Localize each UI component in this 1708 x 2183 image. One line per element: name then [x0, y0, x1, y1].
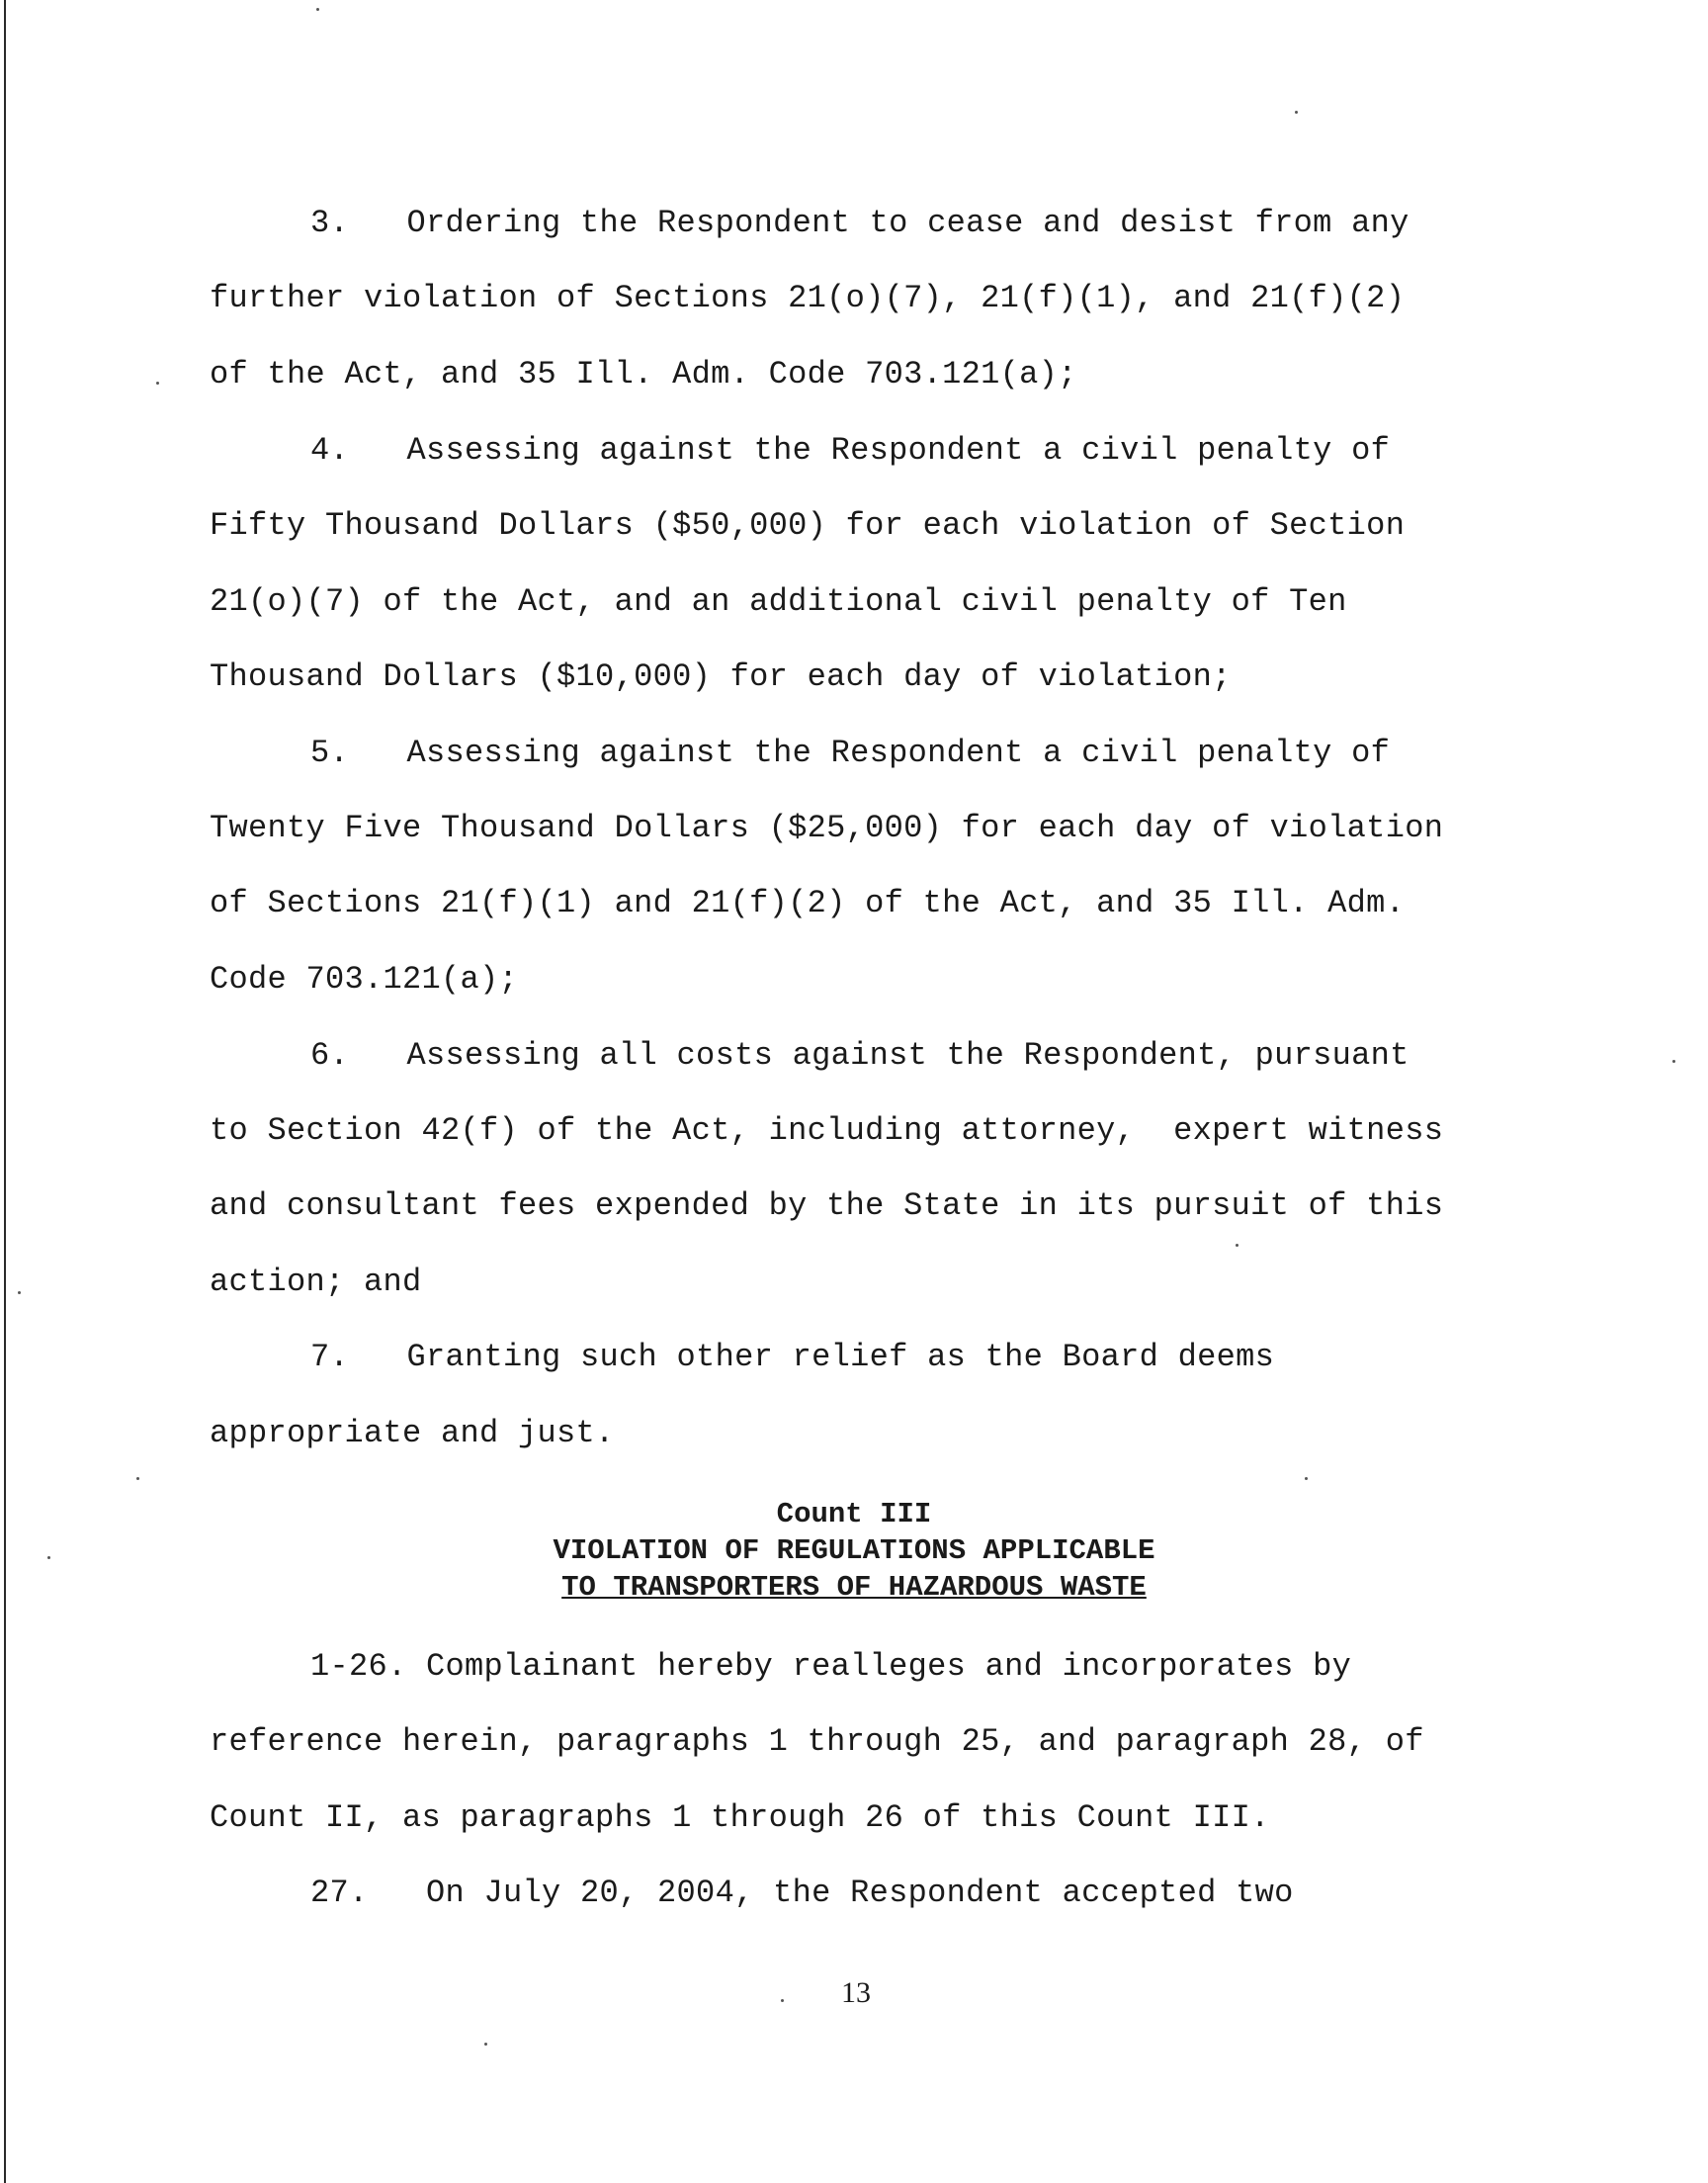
paragraph-6-line-2: to Section 42(f) of the Act, including attorney, expert witness	[210, 1112, 1444, 1149]
paragraph-27-line-1: 27. On July 20, 2004, the Respondent accepted two	[310, 1875, 1294, 1911]
scan-speck	[18, 1291, 21, 1294]
paragraph-6-line-1: 6. Assessing all costs against the Respondent, pursuant	[310, 1037, 1409, 1074]
scan-speck	[1305, 1477, 1308, 1480]
scan-speck	[156, 382, 159, 385]
scan-edge-line	[4, 0, 6, 2183]
paragraph-4-line-4: Thousand Dollars ($10,000) for each day of violation;	[210, 658, 1232, 695]
scan-speck	[316, 8, 319, 11]
count-heading-subtitle-1: VIOLATION OF REGULATIONS APPLICABLE	[553, 1534, 1155, 1567]
scan-speck	[1295, 111, 1298, 114]
paragraph-6-line-3: and consultant fees expended by the State in its pursuit of this	[210, 1187, 1444, 1224]
scan-speck	[136, 1477, 139, 1480]
paragraph-3-line-2: further violation of Sections 21(o)(7), 21(f)(1), and 21(f)(2)	[210, 280, 1406, 316]
paragraph-5-line-4: Code 703.121(a);	[210, 961, 519, 998]
paragraph-7-line-1: 7. Granting such other relief as the Board deems	[310, 1339, 1275, 1375]
paragraph-4-line-1: 4. Assessing against the Respondent a civil penalty of	[310, 432, 1391, 469]
scan-speck	[484, 2043, 487, 2046]
paragraph-3-line-1: 3. Ordering the Respondent to cease and desist from any	[310, 205, 1409, 241]
count-heading-title: Count III	[776, 1498, 932, 1530]
paragraph-7-line-2: appropriate and just.	[210, 1415, 615, 1451]
paragraph-3-line-3: of the Act, and 35 Ill. Adm. Code 703.121(a);	[210, 356, 1077, 393]
scan-speck	[1672, 1060, 1675, 1063]
scan-speck	[47, 1556, 50, 1559]
paragraph-6-line-4: action; and	[210, 1264, 422, 1300]
paragraph-4-line-2: Fifty Thousand Dollars ($50,000) for each violation of Section	[210, 507, 1406, 544]
paragraph-5-line-1: 5. Assessing against the Respondent a civil penalty of	[310, 735, 1391, 771]
paragraph-4-line-3: 21(o)(7) of the Act, and an additional civil penalty of Ten	[210, 583, 1347, 620]
paragraph-5-line-2: Twenty Five Thousand Dollars ($25,000) for each day of violation	[210, 810, 1444, 846]
page-number: 13	[841, 1976, 871, 2009]
scan-speck	[781, 1999, 784, 2002]
paragraph-1-26-line-3: Count II, as paragraphs 1 through 26 of this Count III.	[210, 1799, 1270, 1836]
paragraph-1-26-line-2: reference herein, paragraphs 1 through 25, and paragraph 28, of	[210, 1723, 1424, 1760]
scan-speck	[1236, 1244, 1238, 1247]
count-heading-subtitle-2: TO TRANSPORTERS OF HAZARDOUS WASTE	[561, 1571, 1147, 1604]
paragraph-1-26-line-1: 1-26. Complainant hereby realleges and incorporates by	[310, 1648, 1352, 1685]
paragraph-5-line-3: of Sections 21(f)(1) and 21(f)(2) of the Act, and 35 Ill. Adm.	[210, 885, 1406, 921]
